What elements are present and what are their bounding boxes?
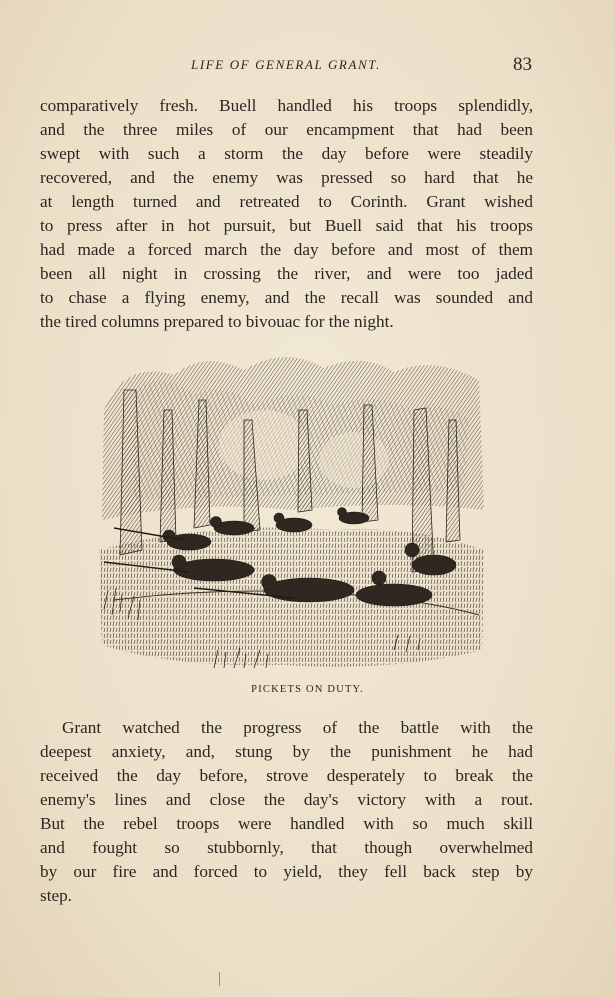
text-line: been all night in crossing the river, and were too jaded [40, 264, 533, 283]
text-line: at length turned and retreated to Corinth. Grant wished [40, 192, 533, 211]
running-title: LIFE OF GENERAL GRANT. [191, 57, 381, 72]
text-line: by our fire and forced to yield, they fell back step by [40, 862, 533, 881]
text-line: to press after in hot pursuit, but Buell said that his troops [40, 216, 533, 235]
paragraph-2 [40, 716, 533, 908]
engraving-illustration [94, 350, 489, 672]
page-number: 83 [513, 54, 532, 75]
figure-caption: PICKETS ON DUTY. [251, 684, 364, 695]
text-line: had made a forced march the day before and most of them [40, 240, 533, 259]
engraving-pickets-on-duty [94, 350, 489, 672]
text-line: to chase a flying enemy, and the recall was sounded and [40, 288, 533, 307]
text-line: enemy's lines and close the day's victory with a rout. [40, 790, 533, 809]
page-header [40, 54, 532, 82]
text-line: comparatively fresh. Buell handled his troops splendidly, [40, 96, 533, 115]
paper-speck [219, 972, 220, 986]
text-line: received the day before, strove desperately to break the [40, 766, 533, 785]
text-line: and fought so stubbornly, that though overwhelmed [40, 838, 533, 857]
text-line: swept with such a storm the day before were steadily [40, 144, 533, 163]
text-line: and the three miles of our encampment that had been [40, 120, 533, 139]
text-line: But the rebel troops were handled with so much skill [40, 814, 533, 833]
text-line: step. [40, 886, 72, 905]
text-line: Grant watched the progress of the battle with the [62, 718, 533, 737]
text-line: recovered, and the enemy was pressed so hard that he [40, 168, 533, 187]
paragraph-1 [40, 94, 533, 334]
text-line: the tired columns prepared to bivouac for the night. [40, 312, 394, 331]
text-line: deepest anxiety, and, stung by the punishment he had [40, 742, 533, 761]
